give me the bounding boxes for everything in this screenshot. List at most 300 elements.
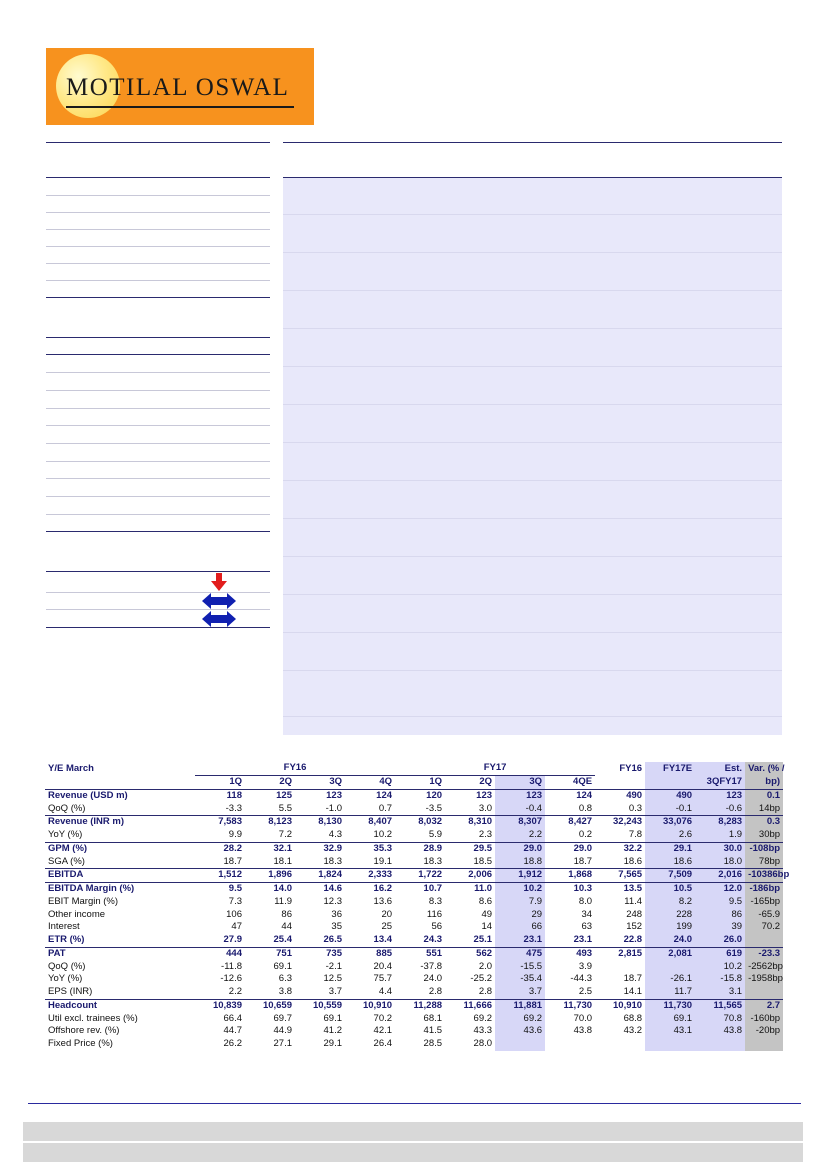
- table-cell: 9.5: [695, 896, 745, 909]
- table-cell: 18.3: [323, 855, 342, 867]
- table-row: [45, 842, 783, 855]
- table-cell: 69.1: [323, 1012, 342, 1024]
- divider: [46, 390, 270, 391]
- table-cell: -11.8: [221, 960, 242, 972]
- divider: [46, 531, 270, 532]
- table-cell: 120: [395, 789, 445, 802]
- table-cell: 10.2: [695, 960, 745, 973]
- table-cell: 124: [545, 789, 595, 802]
- table-cell: 3.9: [578, 960, 593, 972]
- table-cell: 2.2: [495, 829, 545, 842]
- panel-divider: [283, 716, 782, 717]
- table-cell: 11.9: [274, 895, 292, 907]
- panel-divider: [283, 366, 782, 367]
- table-cell: 11,730: [545, 999, 595, 1012]
- table-cell: 33,076: [645, 816, 695, 829]
- table-row: [45, 789, 783, 802]
- table-cell: 3.0: [478, 802, 493, 814]
- row-label: EPS (INR): [48, 986, 93, 998]
- table-row: [45, 882, 783, 895]
- table-cell: 68.1: [423, 1012, 443, 1024]
- panel-divider: [283, 594, 782, 595]
- table-cell: 10.3: [545, 882, 595, 895]
- table-cell: 18.7: [573, 855, 593, 867]
- logo-text: MOTILAL OSWAL: [66, 74, 290, 101]
- table-cell: 26.2: [223, 1038, 242, 1050]
- table-cell: -3.5: [425, 802, 443, 814]
- table-cell: [745, 1038, 783, 1051]
- table-cell: -44.3: [570, 973, 593, 985]
- header-cell: Y/E March: [48, 762, 94, 774]
- table-cell: 18.6: [645, 855, 695, 868]
- table-cell: -65.9: [745, 908, 783, 921]
- table-cell: 2.3: [478, 829, 493, 841]
- table-cell: 11,881: [495, 999, 545, 1012]
- row-label: Revenue (USD m): [45, 789, 195, 802]
- table-cell: 86: [695, 908, 745, 921]
- table-cell: 228: [645, 908, 695, 921]
- table-cell: -165bp: [745, 896, 783, 909]
- header-cell: Var. (% /: [745, 762, 783, 775]
- table-cell: 10,659: [245, 999, 295, 1012]
- table-cell: 2,006: [445, 869, 495, 883]
- table-cell: -20bp: [745, 1025, 783, 1038]
- table-cell: 619: [695, 947, 745, 960]
- footer-band: [23, 1143, 803, 1162]
- table-cell: 475: [495, 947, 545, 960]
- table-row: [45, 1012, 783, 1025]
- table-cell: 2,815: [595, 947, 645, 960]
- header-cell: 3Q: [495, 775, 545, 789]
- table-cell: 2.2: [228, 986, 242, 998]
- table-cell: 2.5: [578, 986, 593, 998]
- divider: [46, 142, 270, 143]
- table-cell: 3.8: [278, 986, 292, 998]
- divider: [46, 246, 270, 247]
- table-cell: 29.1: [323, 1038, 342, 1050]
- table-cell: 10.2: [495, 882, 545, 895]
- table-cell: [595, 1038, 645, 1051]
- footer-band: [23, 1122, 803, 1141]
- table-cell: [745, 934, 783, 947]
- table-cell: -10386bp: [745, 869, 783, 883]
- table-cell: -186bp: [745, 882, 783, 895]
- table-cell: 123: [695, 789, 745, 802]
- table-cell: 11,666: [445, 999, 495, 1012]
- table-cell: 11.4: [624, 895, 643, 907]
- table-cell: 124: [345, 789, 395, 802]
- row-label: EBITDA: [45, 869, 195, 883]
- table-cell: 8.2: [645, 896, 695, 909]
- table-row: [45, 908, 783, 921]
- table-cell: 2,333: [345, 869, 395, 883]
- table-cell: 25.1: [473, 934, 493, 946]
- table-cell: [645, 960, 695, 973]
- table-cell: 751: [245, 947, 295, 960]
- row-label: QoQ (%): [48, 802, 86, 814]
- divider: [46, 212, 270, 213]
- table-cell: 8,310: [445, 816, 495, 829]
- table-cell: 123: [495, 789, 545, 802]
- table-cell: 29.0: [545, 842, 595, 855]
- table-cell: 248: [626, 908, 643, 920]
- table-cell: 32,243: [595, 816, 645, 829]
- table-cell: 68.8: [623, 1012, 643, 1024]
- table-cell: 2.8: [478, 986, 493, 998]
- summary-panel: [283, 178, 782, 735]
- table-cell: -23.3: [745, 947, 783, 960]
- table-row: [45, 802, 783, 815]
- table-cell: 1,512: [195, 869, 245, 883]
- table-cell: 116: [426, 908, 443, 920]
- header-cell: 3QFY17: [695, 775, 745, 789]
- table-cell: 0.2: [578, 829, 593, 841]
- table-cell: 13.5: [595, 882, 645, 895]
- table-cell: 18.3: [423, 855, 443, 867]
- table-cell: 5.5: [278, 802, 292, 814]
- table-cell: 23.1: [573, 934, 593, 946]
- table-cell: 9.5: [195, 882, 245, 895]
- divider: [283, 142, 782, 143]
- table-cell: 28.2: [195, 842, 245, 855]
- row-label: Offshore rev. (%): [48, 1025, 120, 1037]
- table-cell: 10,559: [295, 999, 345, 1012]
- table-row: [45, 855, 783, 868]
- table-cell: 44.9: [273, 1025, 292, 1037]
- table-cell: 20.4: [373, 960, 393, 972]
- table-cell: 47: [231, 921, 242, 933]
- table-cell: 41.2: [323, 1025, 342, 1037]
- table-cell: 2,016: [695, 869, 745, 883]
- motilal-oswal-logo: [46, 48, 314, 125]
- table-cell: 20: [381, 908, 393, 920]
- table-cell: 19.1: [373, 855, 393, 867]
- table-cell: 0.3: [745, 816, 783, 829]
- table-cell: 12.5: [323, 973, 342, 985]
- header-cell: FY16: [619, 762, 643, 774]
- table-row: [45, 1038, 783, 1051]
- table-cell: 7.9: [495, 896, 545, 909]
- table-cell: 28.0: [473, 1038, 493, 1050]
- table-cell: 493: [545, 947, 595, 960]
- table-cell: 1,722: [395, 869, 445, 883]
- quarterly-financials-table: [45, 762, 790, 1051]
- divider: [46, 280, 270, 281]
- table-cell: 13.6: [373, 895, 393, 907]
- table-cell: 0.1: [745, 789, 783, 802]
- row-label: ETR (%): [48, 934, 85, 946]
- table-cell: 18.8: [495, 855, 545, 868]
- table-cell: -1.0: [325, 802, 342, 814]
- header-cell: 4QE: [545, 775, 595, 789]
- table-cell: -2562bp: [745, 960, 783, 973]
- table-cell: 18.7: [623, 973, 643, 985]
- table-cell: 7,583: [195, 816, 245, 829]
- table-cell: -2.1: [325, 960, 342, 972]
- panel-divider: [283, 556, 782, 557]
- table-cell: 490: [645, 789, 695, 802]
- table-cell: -0.1: [645, 802, 695, 815]
- table-cell: 0.3: [628, 802, 643, 814]
- divider: [46, 478, 270, 479]
- table-cell: 8,283: [695, 816, 745, 829]
- table-cell: 42.1: [373, 1025, 393, 1037]
- table-cell: 28.5: [423, 1038, 443, 1050]
- table-cell: 44.7: [223, 1025, 242, 1037]
- blue-left-right-arrow-icon: [202, 611, 236, 627]
- row-label: QoQ (%): [48, 960, 86, 972]
- table-cell: 44: [281, 921, 292, 933]
- table-cell: 199: [645, 921, 695, 934]
- table-cell: 11,565: [695, 999, 745, 1012]
- divider: [46, 609, 270, 610]
- table-cell: -37.8: [420, 960, 443, 972]
- table-cell: 4.4: [378, 986, 393, 998]
- panel-divider: [283, 328, 782, 329]
- row-label: Util excl. trainees (%): [48, 1012, 138, 1024]
- table-cell: 14.6: [295, 882, 345, 895]
- header-cell: [595, 775, 645, 789]
- table-cell: 23.1: [495, 934, 545, 947]
- row-label: YoY (%): [48, 973, 83, 985]
- row-label: EBITDA Margin (%): [45, 882, 195, 895]
- table-cell: 41.5: [423, 1025, 443, 1037]
- panel-divider: [283, 632, 782, 633]
- table-cell: 106: [226, 908, 242, 920]
- table-row: [45, 1025, 783, 1038]
- divider: [46, 354, 270, 355]
- table-cell: 24.0: [645, 934, 695, 947]
- red-down-arrow-icon: [211, 573, 227, 591]
- table-cell: 2.0: [478, 960, 493, 972]
- table-cell: 7,509: [645, 869, 695, 883]
- table-cell: 29.0: [495, 842, 545, 855]
- table-row: [45, 934, 783, 947]
- table-cell: 2.7: [745, 999, 783, 1012]
- table-cell: 18.5: [473, 855, 493, 867]
- table-cell: 29.5: [445, 842, 495, 855]
- table-cell: -26.1: [645, 973, 695, 986]
- table-cell: 26.5: [323, 934, 342, 946]
- table-cell: 8,427: [545, 816, 595, 829]
- row-label: SGA (%): [48, 855, 85, 867]
- table-cell: 8,123: [245, 816, 295, 829]
- header-cell: 2Q: [445, 775, 495, 789]
- header-cell: [645, 775, 695, 789]
- table-cell: 7.8: [628, 829, 643, 841]
- table-cell: 14.1: [623, 986, 643, 998]
- row-label: Headcount: [45, 999, 195, 1012]
- blue-left-right-arrow-icon: [202, 593, 236, 609]
- table-cell: 70.2: [373, 1012, 393, 1024]
- panel-divider: [283, 290, 782, 291]
- divider: [46, 425, 270, 426]
- table-cell: 24.0: [423, 973, 443, 985]
- table-cell: 63: [581, 921, 593, 933]
- row-label: YoY (%): [48, 829, 83, 841]
- table-cell: 12.3: [323, 895, 342, 907]
- table-cell: -3.3: [225, 802, 242, 814]
- table-cell: -108bp: [745, 842, 783, 855]
- table-cell: 70.0: [573, 1012, 593, 1024]
- table-cell: 10,839: [195, 999, 245, 1012]
- table-cell: 18.0: [695, 855, 745, 868]
- table-cell: 12.0: [695, 882, 745, 895]
- table-cell: [495, 1038, 545, 1051]
- table-cell: 25: [381, 921, 393, 933]
- table-row: [45, 947, 783, 960]
- divider: [46, 337, 270, 338]
- table-cell: 56: [431, 921, 443, 933]
- divider: [46, 372, 270, 373]
- table-cell: 32.2: [595, 842, 645, 855]
- table-cell: 444: [195, 947, 245, 960]
- table-cell: 3.7: [495, 986, 545, 999]
- row-label: Interest: [48, 921, 80, 933]
- table-cell: 27.9: [223, 934, 242, 946]
- divider: [46, 297, 270, 298]
- table-cell: 9.9: [228, 829, 242, 841]
- table-cell: 1.9: [695, 829, 745, 842]
- header-cell: 1Q: [195, 775, 245, 789]
- table-cell: [695, 1038, 745, 1051]
- footer-divider: [28, 1103, 801, 1104]
- table-row: [45, 986, 783, 999]
- table-cell: 69.2: [473, 1012, 493, 1024]
- table-cell: 43.6: [495, 1025, 545, 1038]
- table-cell: 69.7: [273, 1012, 292, 1024]
- table-cell: 78bp: [745, 855, 783, 868]
- panel-divider: [283, 252, 782, 253]
- divider: [46, 443, 270, 444]
- table-cell: [595, 960, 645, 973]
- header-cell: 4Q: [345, 775, 395, 789]
- table-cell: 26.0: [695, 934, 745, 947]
- table-cell: 35.3: [345, 842, 395, 855]
- row-label: PAT: [45, 947, 195, 960]
- header-cell: [45, 775, 195, 789]
- table-cell: -160bp: [745, 1012, 783, 1025]
- table-cell: 885: [345, 947, 395, 960]
- table-cell: -25.2: [470, 973, 493, 985]
- table-cell: 7.2: [278, 829, 292, 841]
- header-cell: 1Q: [395, 775, 445, 789]
- table-cell: 69.1: [273, 960, 292, 972]
- panel-divider: [283, 442, 782, 443]
- table-cell: 1,824: [295, 869, 345, 883]
- table-header-row: [45, 762, 783, 775]
- header-cell: FY17E: [645, 762, 695, 775]
- table-cell: 11,730: [645, 999, 695, 1012]
- table-cell: 3.1: [695, 986, 745, 999]
- table-cell: -0.6: [695, 802, 745, 815]
- table-cell: [645, 1038, 695, 1051]
- divider: [46, 408, 270, 409]
- panel-divider: [283, 404, 782, 405]
- table-cell: 3.7: [328, 986, 342, 998]
- table-cell: 25.4: [273, 934, 292, 946]
- divider: [46, 627, 270, 628]
- table-cell: 1,912: [495, 869, 545, 883]
- table-cell: 10,910: [595, 999, 645, 1012]
- table-cell: 16.2: [345, 882, 395, 895]
- table-cell: 10.2: [373, 829, 393, 841]
- table-cell: 22.8: [623, 934, 643, 946]
- table-cell: 7.3: [228, 895, 242, 907]
- table-row: [45, 960, 783, 973]
- table-cell: 11,288: [395, 999, 445, 1012]
- row-label: Other income: [48, 908, 106, 920]
- table-cell: [745, 986, 783, 999]
- panel-divider: [283, 480, 782, 481]
- table-cell: 2.8: [428, 986, 443, 998]
- table-cell: -35.4: [495, 973, 545, 986]
- table-cell: 69.1: [645, 1012, 695, 1025]
- table-cell: 18.1: [273, 855, 292, 867]
- table-cell: 18.6: [623, 855, 643, 867]
- table-cell: 43.3: [473, 1025, 493, 1037]
- table-cell: 49: [481, 908, 493, 920]
- table-cell: 735: [295, 947, 345, 960]
- table-cell: 30bp: [745, 829, 783, 842]
- table-cell: 14.0: [245, 882, 295, 895]
- table-subheader-row: [45, 775, 783, 789]
- row-label: EBIT Margin (%): [48, 895, 119, 907]
- divider: [46, 461, 270, 462]
- table-cell: 8,407: [345, 816, 395, 829]
- table-cell: 66.4: [223, 1012, 242, 1024]
- table-cell: 26.4: [373, 1038, 393, 1050]
- table-cell: 123: [295, 789, 345, 802]
- panel-divider: [283, 518, 782, 519]
- divider: [46, 177, 270, 178]
- row-label: Fixed Price (%): [48, 1038, 113, 1050]
- table-cell: 86: [281, 908, 292, 920]
- table-cell: 123: [445, 789, 495, 802]
- divider: [46, 496, 270, 497]
- table-cell: 490: [595, 789, 645, 802]
- table-cell: 14bp: [745, 802, 783, 815]
- table-cell: 69.2: [495, 1012, 545, 1025]
- table-cell: 10.5: [645, 882, 695, 895]
- table-cell: -1958bp: [745, 973, 783, 986]
- divider: [46, 195, 270, 196]
- row-label: Revenue (INR m): [45, 816, 195, 829]
- table-cell: 27.1: [273, 1038, 292, 1050]
- table-row: [45, 973, 783, 986]
- table-cell: 1,868: [545, 869, 595, 883]
- table-row: [45, 999, 783, 1012]
- table-row: [45, 869, 783, 883]
- row-label: GPM (%): [45, 842, 195, 855]
- table-cell: 118: [195, 789, 245, 802]
- table-cell: 70.8: [695, 1012, 745, 1025]
- divider: [46, 263, 270, 264]
- table-cell: 11.0: [445, 882, 495, 895]
- table-cell: 35: [331, 921, 342, 933]
- table-cell: 14: [481, 921, 493, 933]
- header-cell: bp): [745, 775, 783, 789]
- table-cell: 8.3: [428, 895, 443, 907]
- table-cell: 562: [445, 947, 495, 960]
- table-cell: -15.5: [495, 960, 545, 973]
- table-cell: 1,896: [245, 869, 295, 883]
- table-cell: [545, 1038, 595, 1051]
- table-cell: 43.1: [645, 1025, 695, 1038]
- table-cell: 125: [245, 789, 295, 802]
- table-cell: 32.9: [295, 842, 345, 855]
- divider: [46, 229, 270, 230]
